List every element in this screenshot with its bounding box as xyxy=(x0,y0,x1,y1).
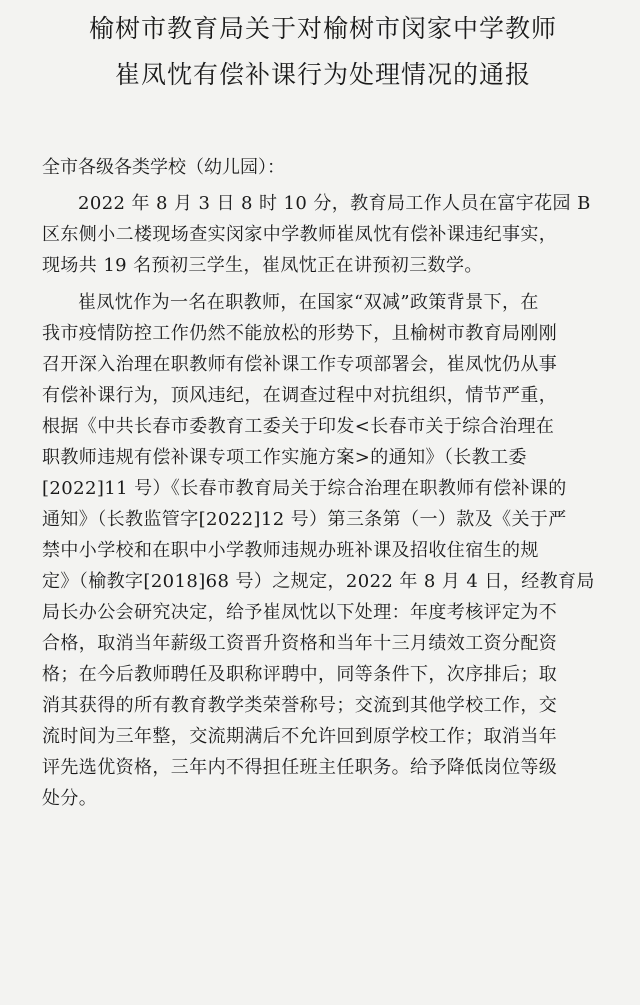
paragraph-line: 评先选优资格，三年内不得担任班主任职务。给予降低岗位等级 xyxy=(42,757,558,778)
paragraph-line: 定》（榆教字[2018]68 号）之规定，2022 年 8 月 4 日，经教育局 xyxy=(42,571,595,592)
paragraph-line: 格；在今后教师聘任及职称评聘中，同等条件下，次序排后；取 xyxy=(42,664,558,685)
paragraph-line: 现场共 19 名预初三学生，崔凤忱正在讲预初三数学。 xyxy=(42,255,483,276)
paragraph-line: 消其获得的所有教育教学类荣誉称号；交流到其他学校工作，交 xyxy=(42,695,558,716)
paragraph-1 xyxy=(42,188,616,281)
paragraph-line: 根据《中共长春市委教育工委关于印发<长春市关于综合治理在 xyxy=(42,416,555,437)
paragraph-line: 合格，取消当年薪级工资晋升资格和当年十三月绩效工资分配资 xyxy=(42,633,558,654)
paragraph-line: 2022 年 8 月 3 日 8 时 10 分，教育局工作人员在富宇花园 B xyxy=(78,193,591,214)
title-line-1: 榆树市教育局关于对榆树市闵家中学教师 xyxy=(88,14,557,43)
paragraph-line: 召开深入治理在职教师有偿补课工作专项部署会，崔凤忱仍从事 xyxy=(42,354,558,375)
paragraph-line: 区东侧小二楼现场查实闵家中学教师崔凤忱有偿补课违纪事实， xyxy=(42,224,558,245)
paragraph-line: 我市疫情防控工作仍然不能放松的形势下，且榆树市教育局刚刚 xyxy=(42,323,558,344)
title-line-2: 崔凤忱有偿补课行为处理情况的通报 xyxy=(114,60,531,89)
paragraph-line: 职教师违规有偿补课专项工作实施方案>的通知》（长教工委 xyxy=(42,447,527,468)
salutation: 全市各级各类学校（幼儿园）： xyxy=(42,157,285,178)
paragraph-line: 有偿补课行为，顶风违纪，在调查过程中对抗组织，情节严重， xyxy=(42,385,558,406)
paragraph-line: 崔凤忱作为一名在职教师，在国家“双减”政策背景下，在 xyxy=(78,292,539,313)
paragraph-2 xyxy=(42,287,616,814)
paragraph-line: 处分。 xyxy=(42,788,98,809)
paragraph-line: 禁中小学校和在职中小学教师违规办班补课及招收住宿生的规 xyxy=(42,540,539,561)
document-title xyxy=(42,6,616,98)
paragraph-line: [2022]11 号）《长春市教育局关于综合治理在职教师有偿补课的 xyxy=(42,478,567,499)
paragraph-line: 流时间为三年整，交流期满后不允许回到原学校工作；取消当年 xyxy=(42,726,558,747)
paragraph-line: 通知》（长教监管字[2022]12 号）第三条第（一）款及《关于严 xyxy=(42,509,567,530)
paragraph-line: 局长办公会研究决定，给予崔凤忱以下处理：年度考核评定为不 xyxy=(42,602,558,623)
